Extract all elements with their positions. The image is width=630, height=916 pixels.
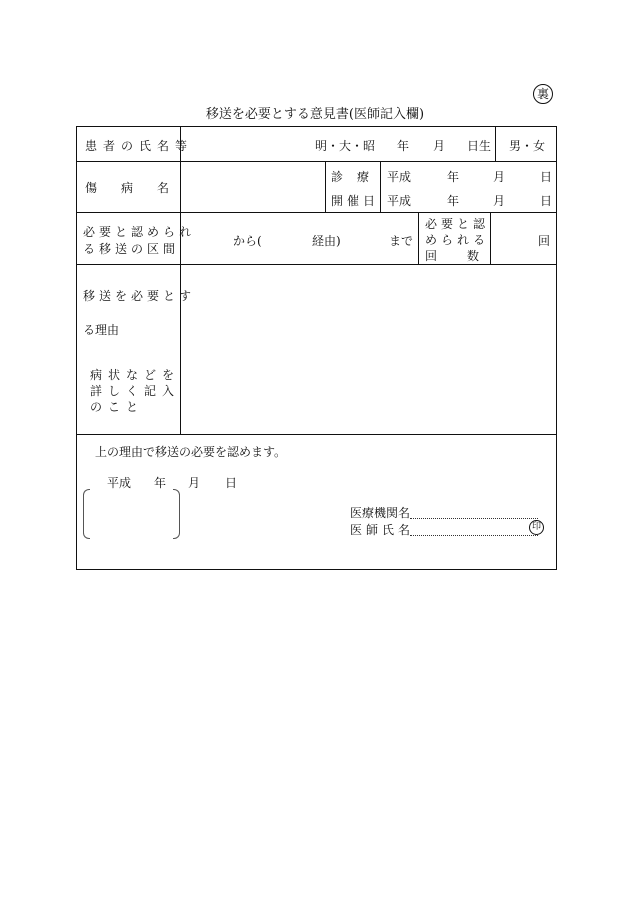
route-label-line1: 必要と認められ <box>83 225 196 239</box>
cert-year: 年 <box>154 476 167 490</box>
patient-name-label: 患者の氏名等 <box>85 139 194 153</box>
institution-field[interactable] <box>410 518 538 519</box>
count-label-line3: 回数 <box>425 249 510 263</box>
route-label-line2: る移送の区間 <box>83 242 180 256</box>
consult-era-1: 平成 <box>387 170 412 184</box>
consult-label-line2: 開催日 <box>331 194 380 208</box>
form-title: 移送を必要とする意見書(医師記入欄) <box>205 107 425 122</box>
consult-month-2: 月 <box>493 194 506 208</box>
birth-month-unit: 月 <box>433 139 446 153</box>
sex-options: 男・女 <box>509 139 546 153</box>
note-bracket-left <box>83 489 90 539</box>
route-to: まで <box>389 234 414 248</box>
consult-day-2: 日 <box>540 194 553 208</box>
count-unit: 回 <box>538 234 551 248</box>
birth-year-unit: 年 <box>397 139 410 153</box>
reason-label-line1: 移送を必要とす <box>83 289 196 303</box>
consult-year-2: 年 <box>447 194 460 208</box>
consult-era-2: 平成 <box>387 194 412 208</box>
institution-label: 医療機関名 <box>350 506 411 520</box>
certification-statement: 上の理由で移送の必要を認めます。 <box>95 445 287 459</box>
route-via: 経由) <box>312 234 341 248</box>
birth-era-options: 明・大・昭 <box>315 139 376 153</box>
cert-day: 日 <box>225 476 238 490</box>
cert-month: 月 <box>188 476 201 490</box>
reason-note-line2: 詳しく記入 <box>90 384 181 398</box>
back-side-mark: 裏 <box>533 84 553 104</box>
doctor-name-field[interactable] <box>410 535 538 536</box>
consult-label-line1: 診療 <box>331 170 384 184</box>
doctor-label: 医師氏名 <box>350 523 415 537</box>
count-label-line1: 必要と認 <box>425 217 490 231</box>
opinion-form <box>76 126 557 570</box>
consult-day-1: 日 <box>540 170 553 184</box>
note-bracket-right <box>173 489 180 539</box>
seal-mark: 印 <box>529 520 544 535</box>
reason-note-line1: 病状などを <box>90 368 181 382</box>
cert-era: 平成 <box>107 476 132 490</box>
route-from: から( <box>233 234 262 248</box>
reason-label-line2: る理由 <box>83 323 120 337</box>
reason-note-line3: のこと <box>90 400 145 414</box>
disease-name-label: 傷病名 <box>85 181 194 195</box>
birth-day-unit: 日生 <box>467 139 492 153</box>
consult-month-1: 月 <box>493 170 506 184</box>
count-label-line2: められる <box>425 233 490 247</box>
consult-year-1: 年 <box>447 170 460 184</box>
